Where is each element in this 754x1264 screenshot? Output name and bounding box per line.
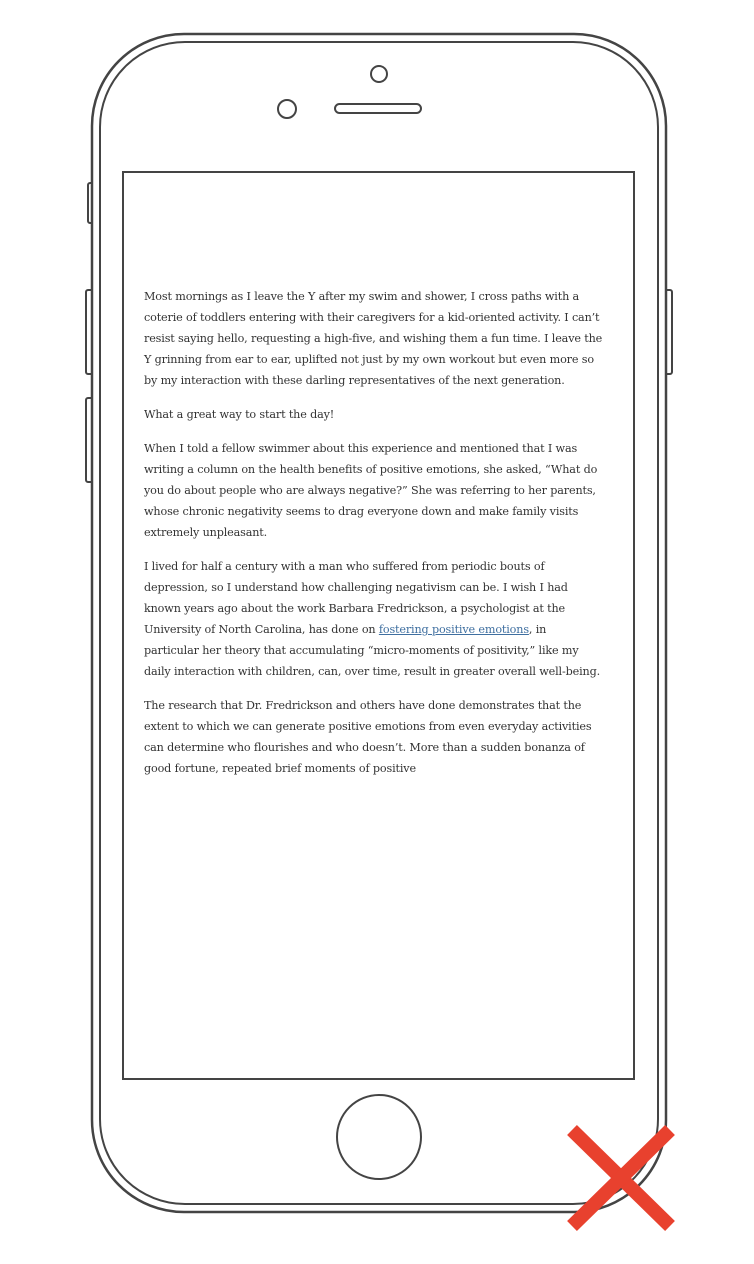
sensor-icon xyxy=(278,100,296,118)
fostering-positive-emotions-link[interactable]: fostering positive emotions xyxy=(378,623,529,636)
home-button[interactable] xyxy=(337,1095,421,1179)
earpiece-speaker xyxy=(335,104,421,113)
paragraph-5: The research that Dr. Fredrickson and others have done demonstrates that the extent to which we can generate positive emotions from even everyday activities can determine who flourishes and who doesn’t. More than a sudden bonanza of good fortune, repeated brief moments of positive xyxy=(144,699,592,775)
paragraph-4 xyxy=(144,556,604,682)
paragraph-1: Most mornings as I leave the Y after my swim and shower, I cross paths with a coterie of toddlers entering with their caregivers for a kid-oriented activity. I can’t resist saying hello, requesting a high-five, and wishing them a fun time. I leave the Y grinning from ear to ear, uplifted not just by my own workout but even more so by my interaction with these darling representatives of the next generation. xyxy=(144,290,603,387)
paragraph-4-text-after: , in particular her theory that accumulating “micro-moments of positivity,” like my daily interaction with children, can, over time, result in greater overall well-being. xyxy=(144,623,600,678)
article-body xyxy=(144,286,604,792)
paragraph-2: What a great way to start the day! xyxy=(144,408,335,421)
paragraph-4-text-before: I lived for half a century with a man who suffered from periodic bouts of depression, so I understand how challenging negativism can be. I wish I had known years ago about the work Barbara Fredrickson, a psychologist at the University of North Carolina, has done on xyxy=(144,560,568,636)
paragraph-3: When I told a fellow swimmer about this experience and mentioned that I was writing a column on the health benefits of positive emotions, she asked, “What do you do about people who are always negative?” She was referring to her parents, whose chronic negativity seems to drag everyone down and make family visits extremely unpleasant. xyxy=(144,442,598,539)
front-camera-icon xyxy=(371,66,387,82)
phone-screen xyxy=(124,173,633,1078)
